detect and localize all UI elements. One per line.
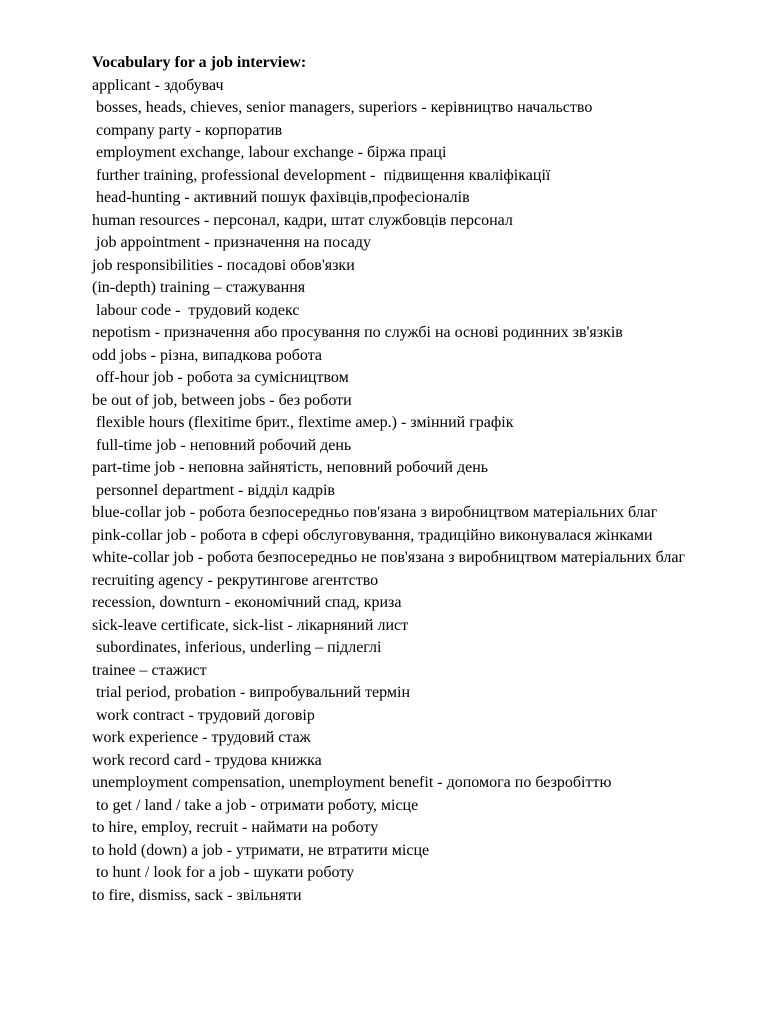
vocabulary-entry: labour code - трудовий кодекс: [92, 301, 300, 319]
vocabulary-entry: job responsibilities - посадові обов'язки: [92, 256, 355, 274]
vocabulary-entry: company party - корпоратив: [92, 121, 283, 139]
vocabulary-entry: unemployment compensation, unemployment benefit - допомога по безробіттю: [92, 774, 612, 791]
vocabulary-entry: personnel department - відділ кадрів: [92, 481, 335, 499]
vocabulary-entry: human resources - персонал, кадри, штат службовців персонал: [92, 211, 513, 229]
vocabulary-entry: to hunt / look for a job - шукати роботу: [92, 864, 355, 881]
vocabulary-entry: further training, professional development - підвищення кваліфікації: [92, 166, 551, 184]
vocabulary-entry: head-hunting - активний пошук фахівців,професіоналів: [92, 189, 470, 206]
vocabulary-entry: work experience - трудовий стаж: [92, 729, 311, 746]
vocabulary-entry: trainee – стажист: [92, 661, 207, 679]
vocabulary-entry: work record card - трудова книжка: [92, 751, 322, 769]
vocabulary-entry: blue-collar job - робота безпосередньо пов'язана з виробництвом матеріальних благ: [92, 504, 658, 521]
vocabulary-entry: bosses, heads, chieves, senior managers, superiors - керівництво начальство: [92, 99, 593, 116]
vocabulary-entry: recruiting agency - рекрутингове агентство: [92, 571, 379, 589]
vocabulary-entry: to hire, employ, recruit - наймати на роботу: [92, 819, 379, 836]
vocabulary-entry: job appointment - призначення на посаду: [92, 234, 372, 251]
vocabulary-entry: off-hour job - робота за сумісництвом: [92, 369, 349, 386]
vocabulary-entry: full-time job - неповний робочий день: [92, 436, 352, 454]
vocabulary-entry: odd jobs - різна, випадкова робота: [92, 346, 322, 364]
vocabulary-entry: work contract - трудовий договір: [92, 706, 315, 724]
vocabulary-entry: sick-leave certificate, sick-list - лікарняний лист: [92, 616, 409, 634]
vocabulary-entry: recession, downturn - економічний спад, криза: [92, 594, 402, 611]
vocabulary-entry: applicant - здобувач: [92, 76, 224, 94]
vocabulary-entry: pink-collar job - робота в сфері обслуговування, традиційно виконувалася жінками: [92, 526, 653, 544]
vocabulary-entry: (in-depth) training – стажування: [92, 279, 306, 296]
document-title: Vocabulary for a job interview:: [92, 54, 307, 71]
document-page: [92, 52, 713, 907]
vocabulary-entry: to get / land / take a job - отримати роботу, місце: [92, 796, 419, 814]
vocabulary-entry: be out of job, between jobs - без роботи: [92, 391, 352, 409]
vocabulary-entry: to fire, dismiss, sack - звільняти: [92, 886, 302, 904]
vocabulary-list: [92, 75, 713, 908]
vocabulary-entry: to hold (down) a job - утримати, не втратити місце: [92, 841, 430, 859]
vocabulary-entry: employment exchange, labour exchange - біржа праці: [92, 144, 447, 161]
vocabulary-entry: part-time job - неповна зайнятість, неповний робочий день: [92, 459, 489, 476]
vocabulary-entry: nepotism - призначення або просування по службі на основі родинних зв'язків: [92, 324, 623, 341]
vocabulary-entry: subordinates, inferious, underling – підлеглі: [92, 639, 382, 656]
vocabulary-entry: trial period, probation - випробувальний термін: [92, 684, 411, 701]
vocabulary-entry: white-collar job - робота безпосередньо не пов'язана з виробництвом матеріальних благ: [92, 549, 685, 566]
vocabulary-entry: flexible hours (flexitime брит., flextime амер.) - змінний графік: [92, 414, 514, 431]
